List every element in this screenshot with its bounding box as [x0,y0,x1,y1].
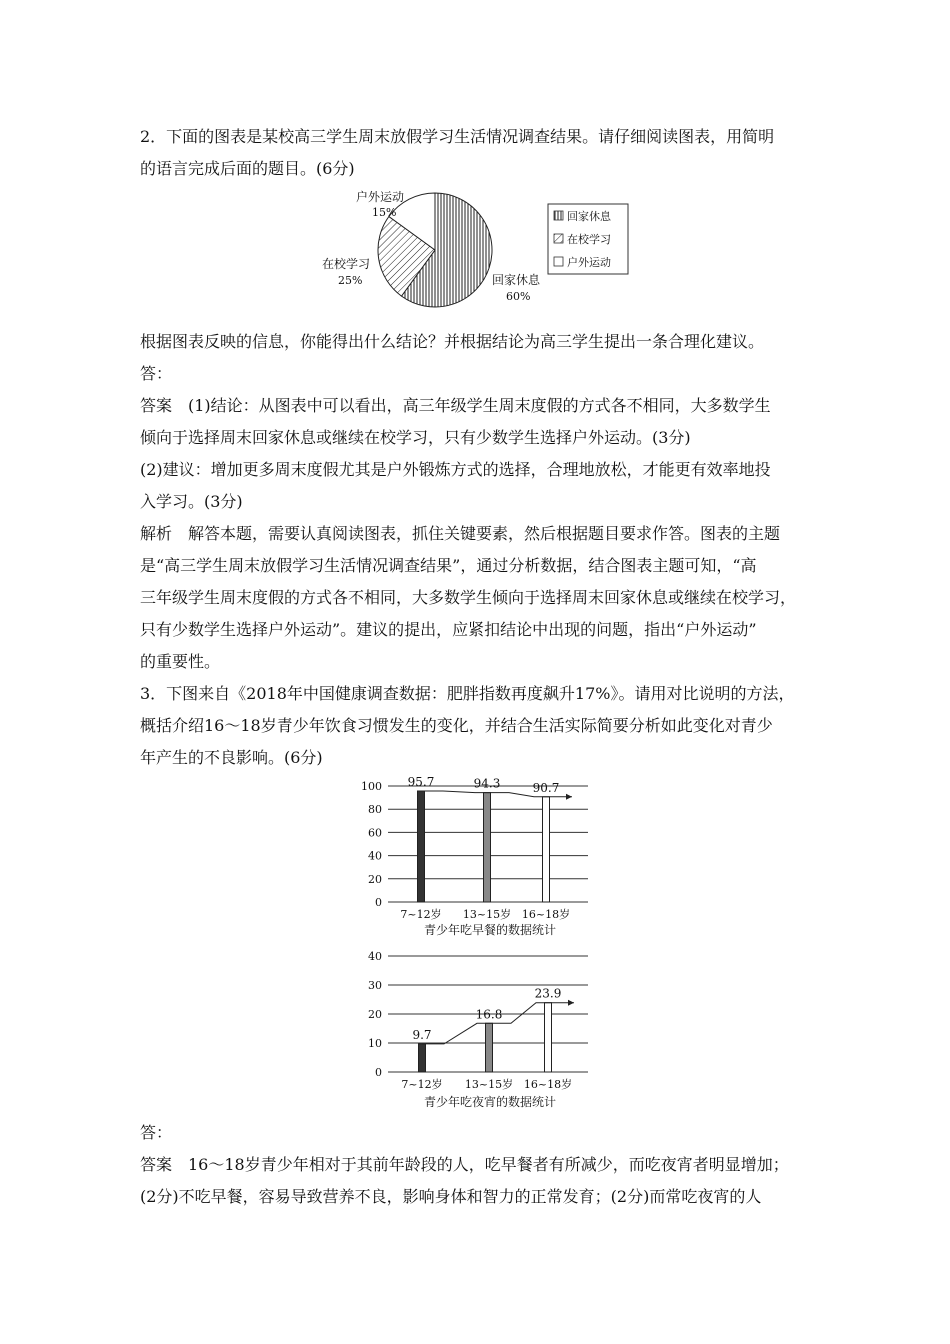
q3-answer-line-2: (2分)不吃早餐，容易导致营养不良，影响身体和智力的正常发育；(2分)而常吃夜宵的人 [140,1187,762,1206]
pie-value-study: 25% [338,274,363,287]
pie-value-home: 60% [506,290,531,303]
bar-1 [418,791,425,902]
y-tick-label: 80 [368,803,382,817]
pie-label-home: 回家休息 [492,273,541,287]
q2-analysis-line-4: 只有少数学生选择户外运动”。建议的提出，应紧扣结论中出现的问题，指出“户外运动” [140,620,757,639]
y-tick-label: 10 [368,1037,382,1050]
legend-swatch-outdoor [554,257,563,266]
bar-value-label: 16.8 [475,1007,503,1022]
q2-analysis-line-3: 三年级学生周末度假的方式各不相同，大多数学生倾向于选择周末回家休息或继续在校学习， [140,588,797,607]
legend-swatch-study [554,234,563,243]
y-tick-label: 60 [368,826,382,840]
legend-outdoor: 户外运动 [567,256,611,269]
q2-answer-line-3: (2)建议：增加更多周末度假尤其是户外锻炼方式的选择，合理地放松，才能更有效率地投 [140,460,771,479]
legend-study: 在校学习 [567,233,611,246]
legend-swatch-home [554,211,563,220]
q3-answer-line-1: 答案 16～18岁青少年相对于其前年龄段的人，吃早餐者有所减少，而吃夜宵者明显增加； [140,1155,789,1174]
pie-label-outdoor: 户外运动 [356,190,405,204]
bar-1 [419,1044,426,1072]
chart-title: 青少年吃夜宵的数据统计 [423,1095,557,1109]
pie-label-study: 在校学习 [322,257,371,271]
bar-value-label: 90.7 [532,780,560,795]
q2-answer-line-1: 答案 (1)结论：从图表中可以看出，高三年级学生周末度假的方式各不相同，大多数学生 [140,396,771,415]
y-tick-label: 20 [368,872,382,886]
y-tick-label: 30 [368,979,382,992]
q2-analysis-line-1: 解析 解答本题，需要认真阅读图表，抓住关键要素，然后根据题目要求作答。图表的主题 [140,524,781,543]
y-tick-label: 20 [368,1008,382,1021]
trend-arrow [566,794,572,800]
q2-line-1: 2．下面的图表是某校高三学生周末放假学习生活情况调查结果。请仔细阅读图表，用简明 [140,127,775,146]
x-tick-label: 7~12岁 [400,908,442,921]
legend-home: 回家休息 [567,210,611,223]
chart-title: 青少年吃早餐的数据统计 [423,923,557,937]
bar-value-label: 95.7 [407,774,435,789]
y-tick-label: 40 [368,849,382,863]
x-tick-label: 13~15岁 [462,908,512,921]
q2-prompt: 根据图表反映的信息，你能得出什么结论？并根据结论为高三学生提出一条合理化建议。 [140,332,765,351]
breakfast-bar-chart [340,770,600,942]
x-tick-label: 7~12岁 [401,1078,443,1091]
bar-2 [484,793,491,902]
pie-value-outdoor: 15% [372,206,397,219]
trend-arrow [568,1000,574,1006]
x-tick-label: 16~18岁 [521,908,571,921]
bar-value-label: 23.9 [534,986,562,1001]
q3-answer-label: 答： [140,1123,173,1142]
q2-answer-label: 答： [140,364,173,383]
y-tick-label: 40 [368,950,382,963]
x-tick-label: 16~18岁 [523,1078,573,1091]
y-tick-label: 0 [375,1066,382,1079]
bar-value-label: 94.3 [473,776,501,791]
pie-chart [320,186,640,310]
y-tick-label: 0 [375,896,382,909]
q3-line-2: 概括介绍16～18岁青少年饮食习惯发生的变化，并结合生活实际简要分析如此变化对青少 [140,716,773,735]
q3-line-3: 年产生的不良影响。(6分) [140,748,323,767]
q2-answer-line-4: 入学习。(3分) [140,492,243,511]
q2-line-2: 的语言完成后面的题目。(6分) [140,159,355,178]
q2-analysis-line-2: 是“高三学生周末放假学习生活情况调查结果”，通过分析数据，结合图表主题可知，“高 [140,556,757,575]
bar-2 [486,1023,493,1072]
q2-analysis-line-5: 的重要性。 [140,652,221,671]
bar-3 [543,797,550,902]
q2-answer-line-2: 倾向于选择周末回家休息或继续在校学习，只有少数学生选择户外运动。(3分) [140,428,691,447]
snack-bar-chart [340,946,600,1114]
x-tick-label: 13~15岁 [464,1078,514,1091]
y-tick-label: 100 [361,780,382,793]
bar-3 [545,1003,552,1072]
bar-value-label: 9.7 [412,1027,432,1042]
q3-line-1: 3．下图来自《2018年中国健康调查数据：肥胖指数再度飙升17%》。请用对比说明的方法， [140,684,795,703]
